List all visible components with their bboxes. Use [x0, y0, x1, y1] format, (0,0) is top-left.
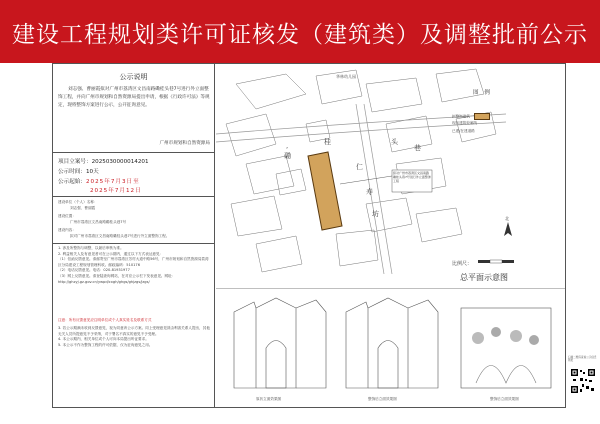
legend-item-site: [452, 113, 490, 120]
divider: [52, 152, 215, 153]
page-title: 建设工程规划类许可证核发（建筑类）及调整批前公示: [12, 22, 588, 48]
legend-boundary-label: 现状建筑轮廓线: [452, 121, 478, 125]
instruction-item: 5. 本公示不作为整饰工程的许可依据，仅为征询意见之用。: [58, 342, 153, 347]
applicant-label: 建设单位（个人）名称：: [58, 200, 98, 204]
legend-title: 图 例: [473, 90, 490, 96]
period-label: 公示时间：: [58, 169, 86, 175]
gui-label: 桂: [324, 138, 331, 146]
project-number: [58, 157, 149, 165]
instruction-item: 1. 涉及所整饰与调整，以最后审核为准。: [58, 246, 124, 250]
school-label: 华林幼儿园: [336, 74, 356, 79]
publicity-end: [90, 186, 142, 194]
instruction-item: 2. 利益相关人及有意见者可在公示期内，通过以下方式表达意见：: [58, 251, 164, 256]
divider: [52, 196, 215, 197]
content-value: 拟对广州市荔湾区文昌南路磡桂头巷7号进行外立面整饰工程。: [70, 233, 170, 238]
kan-label: 磡: [284, 152, 291, 160]
start-label: 公示起始：: [58, 179, 86, 185]
elevation-right: [461, 308, 551, 388]
applicant-value: 刘志强、曹丽霞: [70, 205, 96, 210]
legend-site-swatch: [474, 113, 490, 120]
notice-body: 刘志强、曹丽霞拟对广州市荔湾区文昌南路磡桂头巷7号进行外立面整饰工程，并向广州市规划和自然资源局提出申请，根据《行政许可法》等规定，现将整饰方案进行公示，公开征询意见。: [58, 87, 210, 108]
instructions: [58, 246, 210, 285]
elevation-left: [234, 298, 326, 388]
content-label: 建设内容：: [58, 228, 76, 232]
legend-item-road: [452, 129, 475, 134]
publicity-period: [58, 167, 99, 175]
location-value: 广州市荔湾区文昌南路磡桂头巷7号: [70, 219, 127, 224]
caption-left: 原状立面效果图: [256, 397, 282, 401]
period-value: 10天: [85, 169, 99, 175]
publicity-start: [58, 177, 140, 185]
site-caption: 拟对广州市荔湾区文昌南路磡桂头巷7号进行外立面整饰工程: [393, 171, 431, 183]
notice-title: 公示说明: [119, 73, 148, 81]
fang-label: 坊: [372, 210, 379, 218]
location-label: 建设位置：: [58, 214, 76, 218]
elevation-drawings: [216, 288, 565, 408]
start-date: 2025年7月3日至: [85, 179, 140, 185]
instruction-item: 4. 本公示期内，相关单位或个人可向本局提出听证要求。: [58, 337, 149, 342]
project-number-value: 2025030000014201: [91, 159, 149, 165]
divider: [52, 243, 215, 244]
instruction-item: 3. 若公示期满未收到反馈意见，视为同意该公示方案。同上受理意见须由利害关系人提出，其他无关人员所提意见不予采纳，对于署名不真实的意见不予受理。: [58, 326, 210, 336]
location: [58, 214, 210, 225]
lane-label: 巷: [414, 144, 421, 152]
legend-site-label: 拟整饰建筑: [452, 114, 470, 119]
end-date: 2025年7月12日: [90, 188, 142, 194]
ren-label: 仁: [356, 163, 363, 171]
project-number-label: 项目立案号：: [58, 159, 92, 165]
caption-right: 整饰后立面效果图: [490, 397, 519, 401]
instruction-item[interactable]: （3）网上反馈意见。请登陆查询网站，在对应公示栏下发表意见。网址：http://ghzyj.gz.gov.cn/ywpd/cxgh/ghgs/ghjzgs/jzgs/: [58, 273, 176, 284]
elevation-middle: [346, 298, 438, 388]
shou-label: 寿: [366, 188, 373, 196]
header-banner: [0, 0, 600, 63]
scale-label: 比例尺：: [452, 261, 473, 267]
road-number: 7: [286, 146, 288, 150]
agency-name: 广州市规划和自然资源局: [159, 141, 210, 146]
tou-label: 头: [391, 138, 398, 146]
site-plan-map: [216, 64, 565, 286]
red-note: 注意：所有反馈意见应注明单位或个人真实姓名及联系方式: [58, 318, 152, 322]
legend-road-label: 已建/在建道路: [452, 129, 475, 133]
content: [58, 228, 210, 239]
site-plan-title: 总平面示意图: [460, 273, 508, 282]
legend-item-boundary: [452, 121, 477, 126]
scale-bar: [478, 260, 514, 263]
qr-code-icon[interactable]: [570, 368, 596, 394]
applicant: [58, 200, 210, 211]
instructions-2: [58, 326, 210, 348]
instruction-item: （1）信函反馈意见。请邮寄至广州市荔湾区芳村大道中路56号，广州市规划和自然资源局荔湾区分局建设工程规划管理科收。邮政编码：510176: [58, 257, 209, 267]
caption-middle: 整饰后立面效果图: [368, 397, 397, 401]
qr-caption: 扫描二维码查看公示信息网址: [568, 356, 597, 363]
instruction-item: （2）电话反馈意见。电话：020-81931977: [58, 268, 130, 273]
north-label: 北: [505, 216, 509, 221]
